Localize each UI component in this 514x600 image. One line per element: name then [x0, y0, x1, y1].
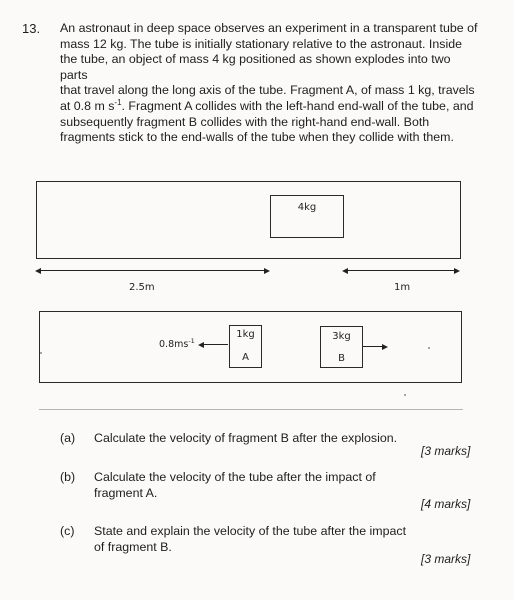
left-distance-arrowhead-right	[264, 268, 270, 274]
question-line: An astronaut in deep space observes an experiment in a transparent tube of	[60, 21, 478, 35]
fragment-a-name: A	[242, 352, 249, 363]
question-line: mass 12 kg. The tube is initially stationary relative to the astronaut. Inside	[60, 36, 462, 51]
part-a-marks: [3 marks]	[421, 444, 471, 458]
fragment-b-velocity-arrowhead	[382, 344, 388, 350]
right-distance-arrow	[347, 270, 455, 271]
fragment-a-velocity-arrow	[203, 344, 228, 345]
tube-before-explosion	[36, 181, 461, 259]
part-b-label: (b)	[60, 470, 76, 484]
question-line: fragments stick to the end-walls of the tube when they collide with them.	[60, 130, 454, 145]
question-text	[60, 21, 480, 146]
part-a-text: Calculate the velocity of fragment B after the explosion.	[94, 431, 398, 445]
velocity-value: 0.8ms	[159, 339, 189, 351]
question-line-rest: . Fragment A collides with the left-hand end-wall of the tube, and	[121, 98, 474, 113]
scan-speck	[40, 352, 42, 354]
velocity-exponent: -1	[188, 337, 195, 345]
fragment-b-name: B	[338, 353, 345, 364]
part-c-label: (c)	[60, 524, 75, 538]
velocity-label	[159, 337, 195, 350]
question-line	[60, 99, 480, 115]
left-distance-arrow	[40, 270, 265, 271]
speed-unit-exponent: -1	[114, 97, 122, 107]
fragment-b-velocity-arrow	[363, 346, 383, 347]
question-line: the tube, an object of mass 4 kg positioned as shown explodes into two parts	[60, 52, 451, 82]
question-line: subsequently fragment B collides with the right-hand end-wall. Both	[60, 114, 430, 129]
right-distance-label: 1m	[394, 282, 411, 293]
fragment-a-velocity-arrowhead	[198, 342, 204, 348]
speed-value: at 0.8 m s	[60, 98, 115, 113]
fragment-b-mass: 3kg	[332, 331, 351, 342]
right-distance-arrowhead-right	[454, 268, 460, 274]
part-b-text: Calculate the velocity of the tube after the impact of fragment A.	[94, 470, 376, 500]
fragment-a-mass: 1kg	[236, 329, 255, 340]
question-number: 13.	[22, 21, 41, 36]
left-distance-label: 2.5m	[129, 282, 155, 293]
object-4kg-label: 4kg	[297, 202, 317, 213]
fragment-b	[320, 326, 363, 368]
scan-speck	[428, 347, 430, 349]
part-c-marks: [3 marks]	[421, 552, 471, 566]
part-a-label: (a)	[60, 431, 76, 445]
left-distance-arrowhead-left	[35, 268, 41, 274]
section-divider	[39, 409, 463, 410]
scan-speck	[404, 394, 406, 396]
part-c-text: State and explain the velocity of the tube after the impact of fragment B.	[94, 524, 407, 554]
fragment-a	[229, 325, 262, 368]
part-b-marks: [4 marks]	[421, 497, 471, 511]
right-distance-arrowhead-left	[342, 268, 348, 274]
question-line: that travel along the long axis of the tube. Fragment A, of mass 1 kg, travels	[60, 83, 475, 98]
object-4kg	[270, 195, 344, 238]
